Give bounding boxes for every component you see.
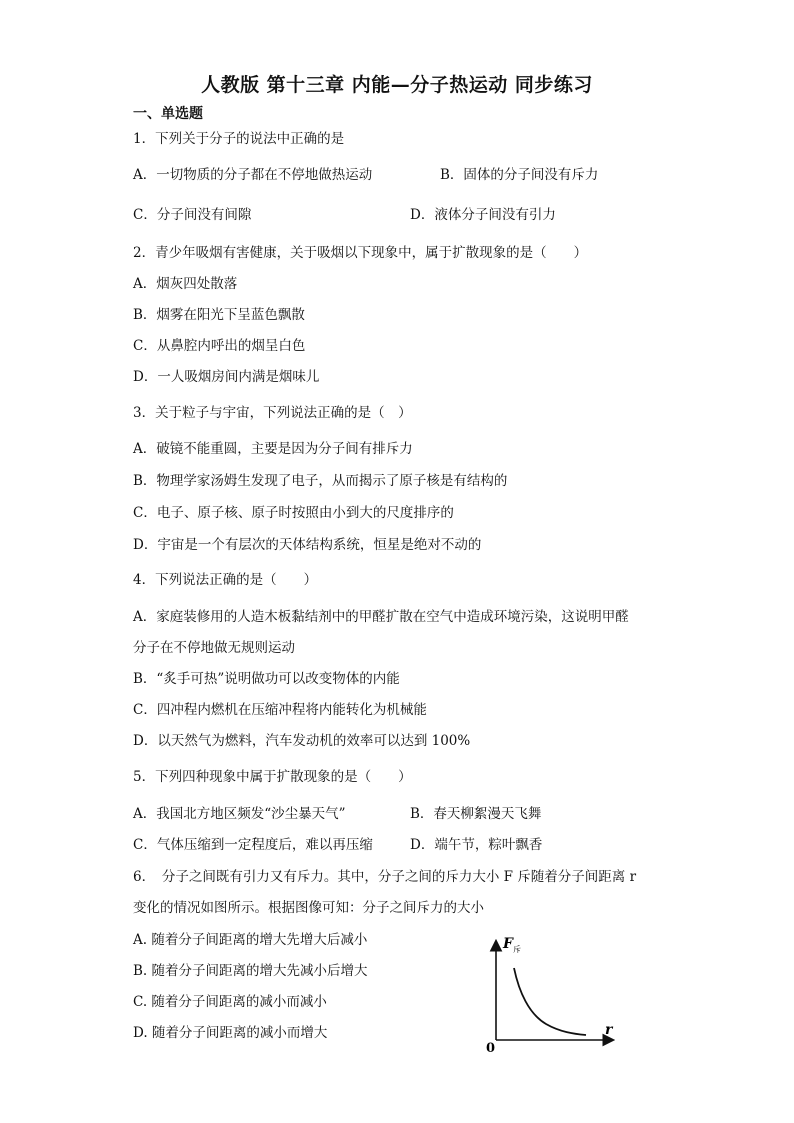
question-5-stem: 5．下列四种现象中属于扩散现象的是（ ） bbox=[133, 769, 412, 785]
question-3-option-c: C．电子、原子核、原子时按照由小到大的尺度排序的 bbox=[133, 505, 454, 521]
origin-label: 0 bbox=[486, 1041, 496, 1055]
section-heading: 一、单选题 bbox=[133, 106, 203, 122]
question-4-option-a-continued: 分子在不停地做无规则运动 bbox=[133, 640, 295, 656]
question-1-option-c: C．分子间没有间隙 bbox=[133, 207, 252, 223]
question-2-stem: 2．青少年吸烟有害健康，关于吸烟以下现象中，属于扩散现象的是（ ） bbox=[133, 245, 588, 261]
question-6-option-c: C. 随着分子间距离的减小而减小 bbox=[133, 994, 327, 1010]
y-axis-label-subscript: 斥 bbox=[513, 945, 521, 954]
question-2-option-d: D．一人吸烟房间内满是烟味儿 bbox=[133, 369, 320, 385]
question-3-stem: 3．关于粒子与宇宙，下列说法正确的是（ ） bbox=[133, 405, 412, 421]
question-6-stem: 6． 分子之间既有引力又有斥力。其中，分子之间的斥力大小 F 斥随着分子间距离 r bbox=[133, 869, 637, 885]
question-6-option-d: D. 随着分子间距离的减小而增大 bbox=[133, 1025, 328, 1041]
question-3-option-b: B．物理学家汤姆生发现了电子，从而揭示了原子核是有结构的 bbox=[133, 473, 508, 489]
question-1-option-a: A．一切物质的分子都在不停地做热运动 bbox=[133, 167, 373, 183]
question-2-option-a: A．烟灰四处散落 bbox=[133, 276, 238, 292]
question-6-option-b: B. 随着分子间距离的增大先减小后增大 bbox=[133, 963, 368, 979]
question-3-option-d: D．宇宙是一个有层次的天体结构系统，恒星是绝对不动的 bbox=[133, 537, 482, 553]
question-6-stem-continued: 变化的情况如图所示。根据图像可知：分子之间斥力的大小 bbox=[133, 900, 484, 916]
question-5-option-d: D．端午节，粽叶飘香 bbox=[410, 837, 543, 853]
question-5-option-b: B．春天柳絮漫天飞舞 bbox=[410, 806, 542, 822]
question-1-stem: 1．下列关于分子的说法中正确的是 bbox=[133, 131, 345, 147]
question-6-option-a: A. 随着分子间距离的增大先增大后减小 bbox=[133, 932, 368, 948]
repulsion-force-graph bbox=[474, 930, 624, 1055]
question-1-option-b: B．固体的分子间没有斥力 bbox=[440, 167, 599, 183]
question-1-option-d: D．液体分子间没有引力 bbox=[410, 207, 556, 223]
question-4-option-b: B．“炙手可热”说明做功可以改变物体的内能 bbox=[133, 671, 400, 687]
question-4-option-d: D．以天然气为燃料，汽车发动机的效率可以达到 100% bbox=[133, 733, 471, 749]
question-4-stem: 4．下列说法正确的是（ ） bbox=[133, 572, 318, 588]
repulsion-curve bbox=[514, 968, 586, 1035]
question-3-option-a: A．破镜不能重圆，主要是因为分子间有排斥力 bbox=[133, 441, 413, 457]
question-2-option-c: C．从鼻腔内呼出的烟呈白色 bbox=[133, 338, 306, 354]
question-2-option-b: B．烟雾在阳光下呈蓝色飘散 bbox=[133, 307, 305, 323]
question-5-option-a: A．我国北方地区频发“沙尘暴天气” bbox=[133, 806, 346, 822]
question-4-option-c: C．四冲程内燃机在压缩冲程将内能转化为机械能 bbox=[133, 702, 427, 718]
y-axis-label: F bbox=[503, 936, 513, 952]
x-axis-label: r bbox=[605, 1022, 613, 1038]
question-5-option-c: C．气体压缩到一定程度后，难以再压缩 bbox=[133, 837, 373, 853]
document-title: 人教版 第十三章 内能—分子热运动 同步练习 bbox=[201, 74, 593, 96]
question-4-option-a: A．家庭装修用的人造木板黏结剂中的甲醛扩散在空气中造成环境污染，这说明甲醛 bbox=[133, 609, 629, 625]
